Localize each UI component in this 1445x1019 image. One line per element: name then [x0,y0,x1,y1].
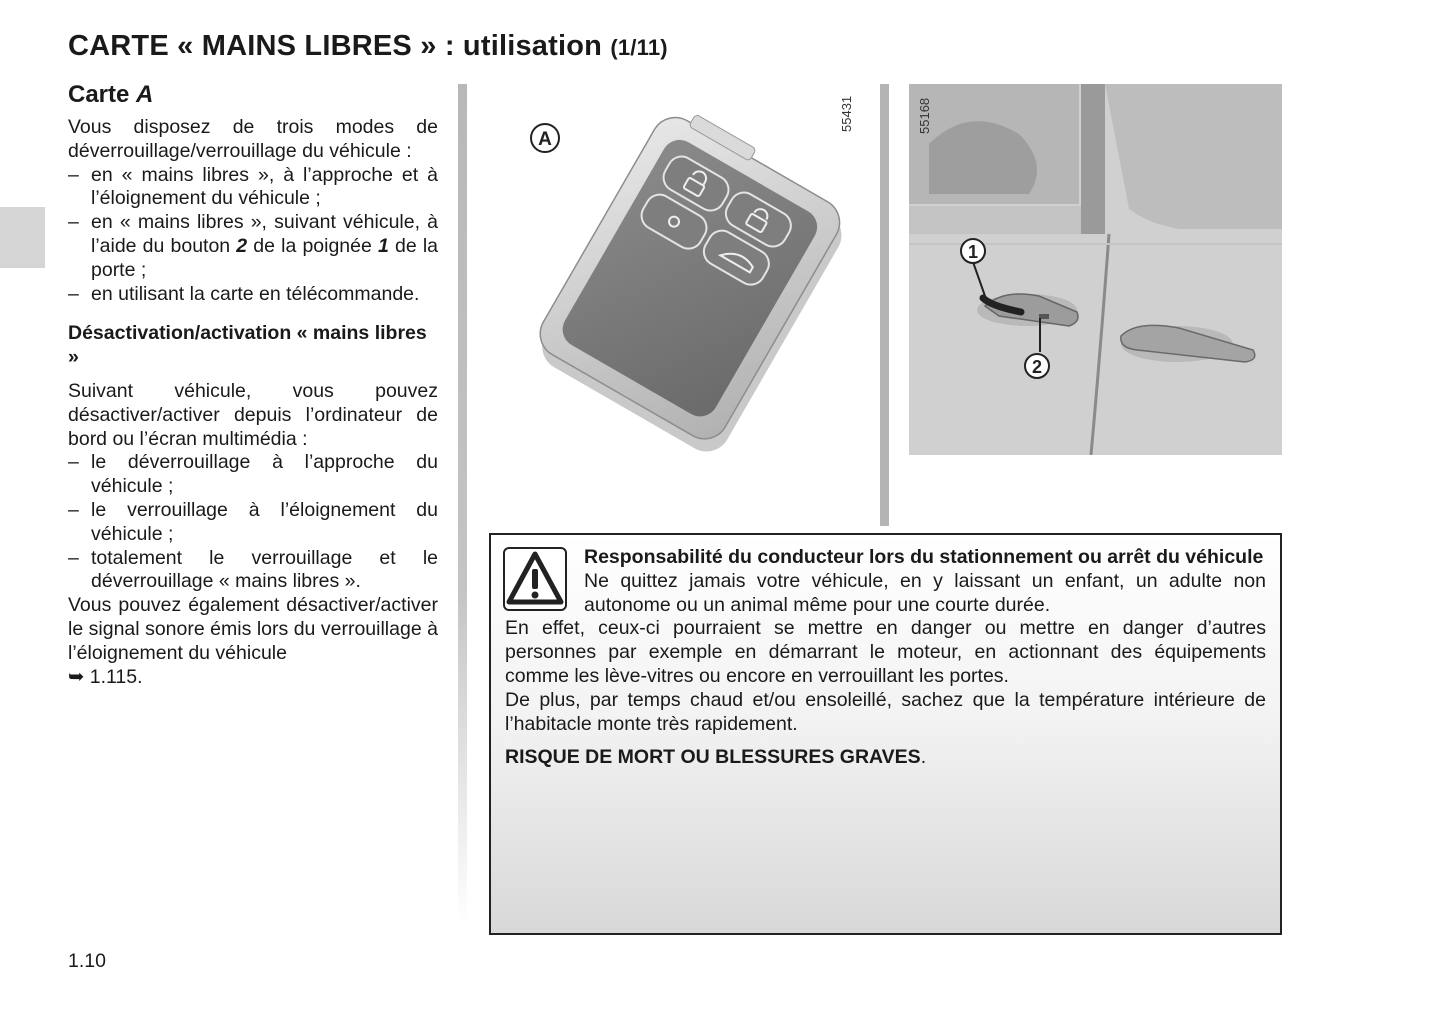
card-label: A [538,129,552,150]
outro-paragraph: Vous pouvez également désactiver/activer le signal sonore émis lors du verrouillage à l’éloignement du véhicule ➥ 1.115. [68,594,438,688]
list-item: – en utilisant la carte en télécommande. [68,282,420,305]
left-column [68,80,438,689]
door-illustration [909,84,1282,455]
belt-line [909,206,1081,234]
warning-line: En effet, ceux-ci pourraient se mettre en danger ou mettre en danger d’autres personnes par exemple en démarrant le moteur, en actionnant des équipements comme les lève-vitres ou encore en verrouillant les portes. [505,617,1266,687]
intro-paragraph: Vous disposez de trois modes de déverrouillage/verrouillage du véhicule : [68,116,438,162]
warning-title: Responsabilité du conducteur lors du stationnement ou arrêt du véhicule [584,546,1264,568]
sub-intro-paragraph: Suivant véhicule, vous pouvez désactiver/activer depuis l’ordinateur de bord ou l’écran multimédia : [68,379,438,450]
subsection-title: Désactivation/activation « mains libres » [68,322,427,369]
chapter-tab [0,207,45,268]
list-item: – en « mains libres », à l’approche et à l’éloignement du véhicule ; [68,163,438,210]
callout-1-label: 1 [967,242,979,262]
warning-text [505,546,1266,770]
column-divider [458,84,467,924]
warning-risk: RISQUE DE MORT OU BLESSURES GRAVES. [505,746,927,769]
page-title [68,30,668,63]
warning-line: Ne quittez jamais votre véhicule, en y laissant un enfant, un adulte non autonome ou un animal même pour une courte durée. [584,569,1266,616]
door-pillar [1081,84,1105,234]
callout-2-label: 2 [1031,357,1043,377]
warning-line: De plus, par temps chaud et/ou ensoleillé, sachez que la température intérieure de l’habitacle monte très rapidement. [505,688,1266,735]
card-illustration [490,84,860,454]
page-number: 1.10 [68,950,106,972]
page-reference: ➥ 1.115. [68,665,143,688]
page-counter: (1/11) [610,35,668,60]
list-item: – le déverrouillage à l’approche du véhicule ; [68,451,438,498]
window-rear [1105,84,1282,229]
list-item: – totalement le verrouillage et le déverrouillage « mains libres ». [68,546,438,593]
list-item: – en « mains libres », suivant véhicule, à l’aide du bouton 2 de la poignée 1 de la porte ; [68,211,439,281]
warning-box [489,533,1282,935]
card-figure-ref: 55431 [839,95,854,132]
page-title-text: CARTE « MAINS LIBRES » : utilisation [68,30,603,62]
door-figure-ref: 55168 [917,97,932,134]
list-item: – le verrouillage à l’éloignement du véhicule ; [68,498,438,545]
figure-divider [880,84,889,526]
section-title: Carte A [68,81,154,108]
